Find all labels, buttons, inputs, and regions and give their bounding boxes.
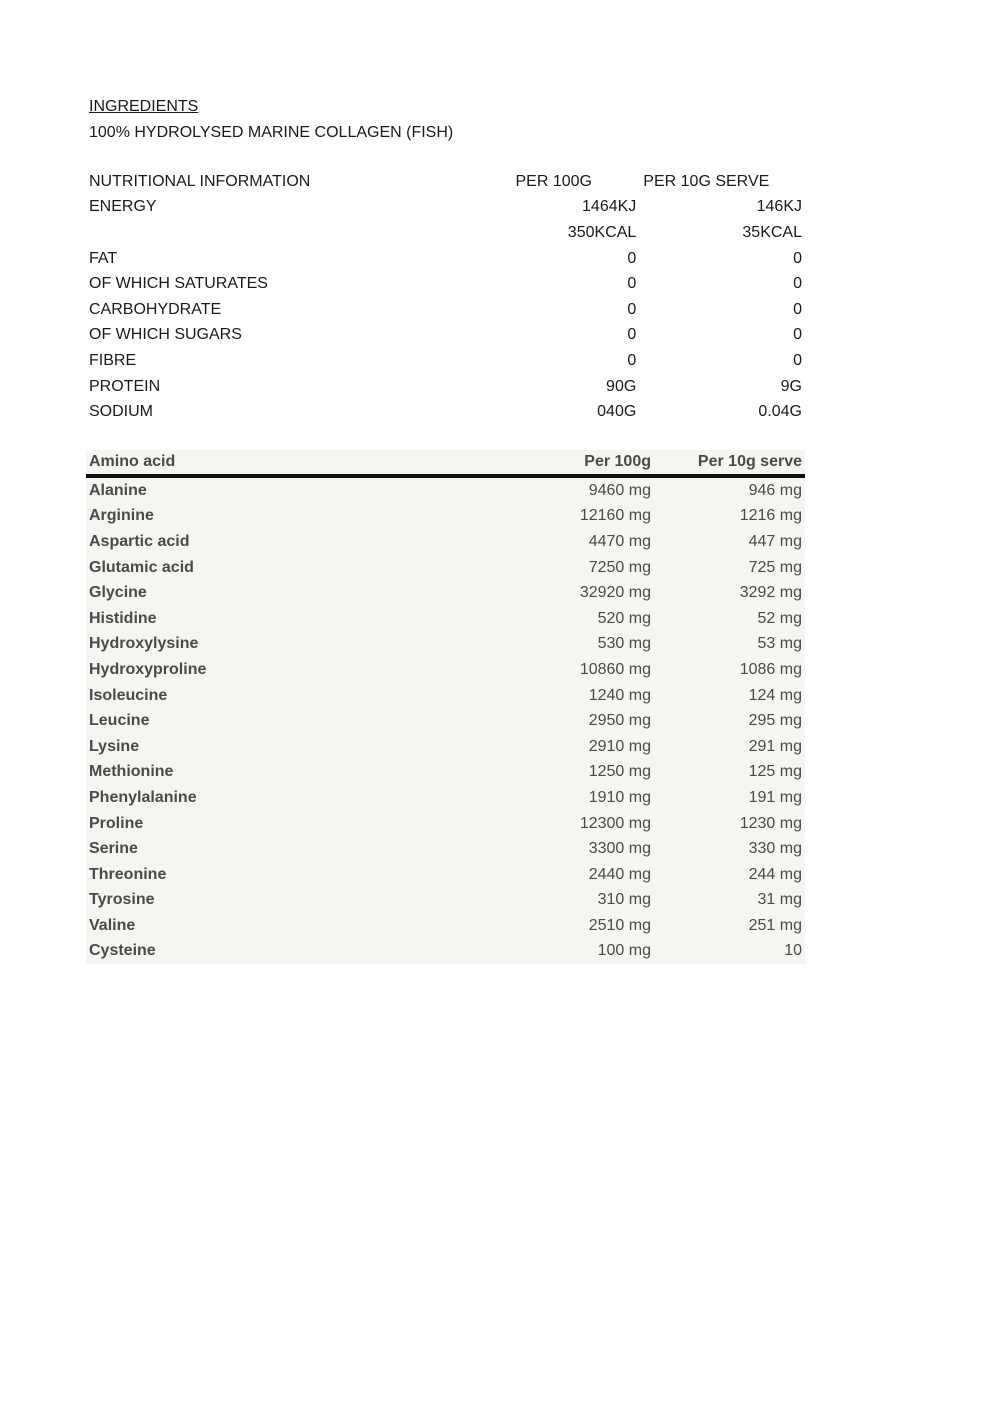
nutrient-name: OF WHICH SATURATES	[89, 275, 268, 293]
nutrient-per100g: 040G	[597, 403, 637, 421]
nutrient-name: PROTEIN	[89, 377, 161, 395]
amino-per100g: 530 mg	[597, 635, 651, 653]
amino-row	[86, 785, 805, 811]
amino-perserve: 295 mg	[748, 712, 802, 730]
nutrient-perserve: 0	[793, 351, 802, 369]
amino-per100g: 4470 mg	[588, 532, 651, 550]
amino-name: Phenylalanine	[89, 788, 197, 806]
amino-row	[86, 939, 805, 965]
nutrient-perserve: 9G	[780, 377, 802, 395]
amino-perserve: 447 mg	[748, 532, 802, 550]
amino-per100g: 7250 mg	[588, 558, 651, 576]
amino-per100g: 9460 mg	[588, 481, 651, 499]
ingredients-section	[89, 94, 453, 146]
nutrient-per100g: 0	[627, 275, 637, 293]
amino-name: Glutamic acid	[89, 558, 194, 576]
amino-acid-panel	[86, 450, 805, 964]
nutrient-name: ENERGY	[89, 198, 157, 216]
nutrient-per100g: 0	[627, 249, 637, 267]
amino-per100g: 32920 mg	[579, 584, 651, 602]
amino-name: Hydroxylysine	[89, 635, 199, 653]
nutrition-header-perserve: PER 10G SERVE	[643, 172, 770, 190]
nutrient-perserve: 0	[793, 300, 802, 318]
amino-per100g: 1240 mg	[588, 686, 651, 704]
amino-perserve: 725 mg	[748, 558, 802, 576]
amino-per100g: 1910 mg	[588, 788, 651, 806]
amino-header-per100g: Per 100g	[522, 450, 654, 476]
amino-header-name: Amino acid	[86, 450, 522, 476]
amino-per100g: 12160 mg	[579, 507, 651, 525]
nutrient-perserve: 0	[793, 275, 802, 293]
amino-per100g: 10860 mg	[579, 660, 651, 678]
amino-perserve: 946 mg	[748, 481, 802, 499]
amino-row	[86, 708, 805, 734]
amino-name: Histidine	[89, 609, 157, 627]
nutrient-perserve: 0	[793, 326, 802, 344]
amino-name: Alanine	[89, 481, 147, 499]
amino-per100g: 2440 mg	[588, 865, 651, 883]
ingredients-heading: INGREDIENTS	[89, 98, 199, 115]
nutrient-per100g: 350KCAL	[567, 223, 637, 241]
amino-perserve: 330 mg	[748, 840, 802, 858]
amino-row	[86, 811, 805, 837]
amino-name: Methionine	[89, 763, 174, 781]
nutrition-header-per100g: PER 100G	[515, 172, 592, 190]
nutrient-perserve: 0.04G	[758, 403, 802, 421]
amino-row	[86, 555, 805, 581]
amino-row	[86, 476, 805, 504]
amino-name: Valine	[89, 916, 136, 934]
amino-perserve: 52 mg	[757, 609, 802, 627]
nutrition-row	[89, 195, 805, 221]
amino-perserve: 125 mg	[748, 763, 802, 781]
amino-row	[86, 734, 805, 760]
nutrient-name: OF WHICH SUGARS	[89, 326, 242, 344]
nutrient-per100g: 90G	[606, 377, 637, 395]
nutrition-row	[89, 374, 805, 400]
amino-acid-table	[86, 450, 805, 964]
amino-name: Proline	[89, 814, 144, 832]
amino-row	[86, 760, 805, 786]
nutrition-row	[89, 399, 805, 425]
amino-row	[86, 683, 805, 709]
amino-row	[86, 632, 805, 658]
amino-name: Threonine	[89, 865, 167, 883]
nutrient-name: CARBOHYDRATE	[89, 300, 222, 318]
amino-name: Lysine	[89, 737, 140, 755]
amino-row	[86, 606, 805, 632]
amino-row	[86, 529, 805, 555]
nutrient-per100g: 1464KJ	[582, 198, 637, 216]
nutrition-header-label: NUTRITIONAL INFORMATION	[89, 172, 311, 190]
ingredients-text: 100% HYDROLYSED MARINE COLLAGEN (FISH)	[89, 124, 454, 141]
amino-perserve: 53 mg	[757, 635, 802, 653]
amino-perserve: 291 mg	[748, 737, 802, 755]
amino-row	[86, 504, 805, 530]
amino-per100g: 310 mg	[597, 891, 651, 909]
amino-name: Glycine	[89, 584, 147, 602]
nutrient-per100g: 0	[627, 351, 637, 369]
nutrition-row	[89, 323, 805, 349]
amino-perserve: 124 mg	[748, 686, 802, 704]
amino-per100g: 12300 mg	[579, 814, 651, 832]
amino-row	[86, 580, 805, 606]
nutrient-name: FIBRE	[89, 351, 137, 369]
amino-row	[86, 888, 805, 914]
nutrient-per100g: 0	[627, 326, 637, 344]
nutrient-perserve: 0	[793, 249, 802, 267]
nutrition-header-row	[89, 169, 805, 195]
nutrient-name: FAT	[89, 249, 118, 267]
nutrient-perserve: 146KJ	[756, 198, 802, 216]
amino-per100g: 3300 mg	[588, 840, 651, 858]
nutrition-table	[89, 169, 805, 425]
nutrition-row	[89, 246, 805, 272]
amino-per100g: 1250 mg	[588, 763, 651, 781]
amino-per100g: 2950 mg	[588, 712, 651, 730]
nutrition-row	[89, 297, 805, 323]
amino-perserve: 10	[784, 942, 802, 960]
amino-header-perserve: Per 10g serve	[654, 450, 805, 476]
nutrition-row	[89, 271, 805, 297]
amino-row	[86, 657, 805, 683]
amino-perserve: 1086 mg	[739, 660, 802, 678]
amino-row	[86, 913, 805, 939]
amino-name: Arginine	[89, 507, 154, 525]
nutrient-name	[89, 220, 515, 246]
amino-per100g: 100 mg	[597, 942, 651, 960]
nutrient-name: SODIUM	[89, 403, 153, 421]
amino-name: Cysteine	[89, 942, 156, 960]
nutrition-row	[89, 348, 805, 374]
amino-perserve: 3292 mg	[739, 584, 802, 602]
amino-per100g: 2910 mg	[588, 737, 651, 755]
amino-row	[86, 862, 805, 888]
nutrient-per100g: 0	[627, 300, 637, 318]
amino-name: Tyrosine	[89, 891, 155, 909]
amino-perserve: 251 mg	[748, 916, 802, 934]
amino-perserve: 1230 mg	[739, 814, 802, 832]
amino-perserve: 191 mg	[748, 788, 802, 806]
nutrient-perserve: 35KCAL	[742, 223, 802, 241]
amino-row	[86, 836, 805, 862]
amino-header-row	[86, 450, 805, 476]
amino-name: Hydroxyproline	[89, 660, 207, 678]
amino-per100g: 520 mg	[597, 609, 651, 627]
amino-per100g: 2510 mg	[588, 916, 651, 934]
nutrition-row	[89, 220, 805, 246]
amino-name: Leucine	[89, 712, 150, 730]
amino-perserve: 244 mg	[748, 865, 802, 883]
amino-name: Aspartic acid	[89, 532, 190, 550]
amino-perserve: 1216 mg	[739, 507, 802, 525]
amino-name: Serine	[89, 840, 138, 858]
amino-perserve: 31 mg	[757, 891, 802, 909]
amino-name: Isoleucine	[89, 686, 168, 704]
